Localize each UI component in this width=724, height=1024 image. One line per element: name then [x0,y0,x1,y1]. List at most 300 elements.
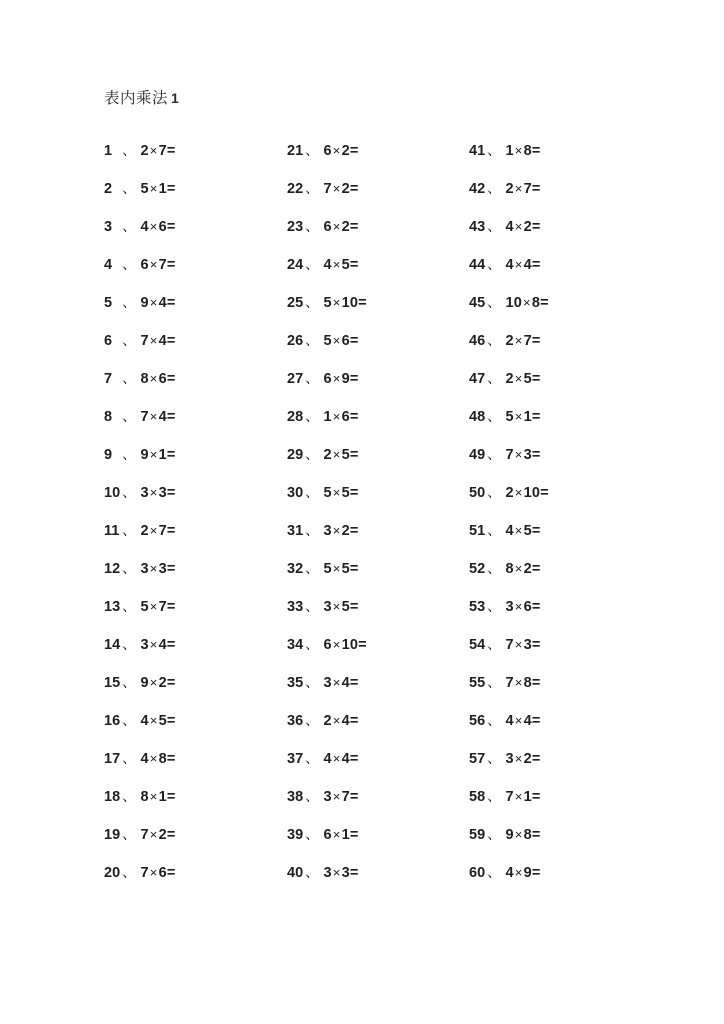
problem-separator: 、 [305,257,320,273]
operand-a: 1 [505,143,514,159]
operand-a: 4 [505,523,514,539]
equals-sign: = [531,143,541,159]
problem-separator: 、 [122,789,137,805]
operand-b: 6 [158,865,167,881]
operand-a: 7 [505,637,514,653]
problem-number: 21 [287,143,304,159]
problem-item [104,626,284,664]
equals-sign: = [349,561,359,577]
operand-a: 4 [505,713,514,729]
problem-expression [141,143,176,159]
operand-b: 2 [158,827,167,843]
operand-b: 2 [341,181,350,197]
problem-separator: 、 [122,485,137,501]
operand-b: 5 [341,485,350,501]
operand-b: 10 [341,637,359,653]
problem-item [104,778,284,816]
problem-number: 52 [469,561,486,577]
multiply-icon: × [514,180,523,196]
problem-separator: 、 [122,713,137,729]
operand-a: 3 [323,675,332,691]
operand-a: 3 [323,523,332,539]
problem-item [104,664,284,702]
problem-separator: 、 [305,485,320,501]
equals-sign: = [166,257,176,273]
equals-sign: = [166,827,176,843]
problem-item [287,588,467,626]
operand-b: 7 [158,257,167,273]
problem-item [104,170,284,208]
problem-separator: 、 [122,333,137,349]
equals-sign: = [531,333,541,349]
equals-sign: = [349,789,359,805]
problem-expression [506,599,541,615]
multiply-icon: × [514,142,523,158]
equals-sign: = [166,219,176,235]
problem-number: 42 [469,181,486,197]
problem-expression [506,257,541,273]
problem-expression [324,485,359,501]
problem-expression [506,333,541,349]
operand-a: 4 [140,751,149,767]
multiply-icon: × [514,332,523,348]
equals-sign: = [349,713,359,729]
operand-b: 3 [341,865,350,881]
multiply-icon: × [514,560,523,576]
problem-expression [506,561,541,577]
problem-item [104,132,284,170]
operand-a: 6 [323,143,332,159]
operand-b: 7 [523,333,532,349]
operand-b: 8 [523,675,532,691]
problem-number: 34 [287,637,304,653]
operand-a: 4 [323,751,332,767]
problem-number: 2 [104,181,113,197]
operand-b: 6 [341,333,350,349]
equals-sign: = [358,637,367,653]
problem-separator: 、 [487,713,502,729]
operand-b: 8 [523,143,532,159]
problem-number: 59 [469,827,486,843]
problem-item [469,778,649,816]
problem-item [469,550,649,588]
operand-b: 4 [158,295,167,311]
problem-separator: 、 [305,561,320,577]
problem-separator: 、 [305,675,320,691]
problem-separator: 、 [487,333,502,349]
problem-number: 46 [469,333,486,349]
problem-separator: 、 [122,751,137,767]
operand-a: 3 [323,789,332,805]
problem-item [469,702,649,740]
operand-a: 7 [140,409,149,425]
equals-sign: = [531,713,541,729]
problem-expression [506,181,541,197]
operand-a: 3 [140,561,149,577]
equals-sign: = [349,409,359,425]
problem-expression [324,675,359,691]
problem-item [469,284,649,322]
operand-b: 9 [523,865,532,881]
operand-a: 2 [323,713,332,729]
problem-expression [506,409,541,425]
equals-sign: = [531,447,541,463]
problem-number: 19 [104,827,121,843]
operand-b: 10 [523,485,541,501]
problem-expression [506,523,541,539]
problem-separator: 、 [305,713,320,729]
problem-number: 49 [469,447,486,463]
multiply-icon: × [332,560,341,576]
problem-expression [506,371,541,387]
multiply-icon: × [149,408,158,424]
problem-number: 16 [104,713,121,729]
operand-a: 6 [323,637,332,653]
problem-item [104,474,284,512]
problem-number: 14 [104,637,121,653]
problem-separator: 、 [305,295,320,311]
equals-sign: = [531,865,541,881]
problem-number: 25 [287,295,304,311]
problem-item [104,854,284,892]
operand-a: 2 [140,523,149,539]
problem-item [287,664,467,702]
problem-item [287,778,467,816]
operand-b: 6 [158,219,167,235]
problem-separator: 、 [487,447,502,463]
problem-number: 15 [104,675,121,691]
operand-a: 9 [505,827,514,843]
problem-separator: 、 [305,599,320,615]
problem-number: 33 [287,599,304,615]
problem-number: 57 [469,751,486,767]
operand-b: 2 [341,219,350,235]
problem-separator: 、 [305,371,320,387]
operand-b: 2 [523,561,532,577]
operand-b: 5 [341,599,350,615]
operand-a: 4 [323,257,332,273]
operand-a: 2 [505,333,514,349]
multiply-icon: × [332,256,341,272]
problem-number: 10 [104,485,121,501]
multiply-icon: × [332,408,341,424]
problem-number: 44 [469,257,486,273]
operand-b: 6 [158,371,167,387]
operand-a: 7 [140,827,149,843]
operand-b: 2 [523,219,532,235]
operand-a: 6 [140,257,149,273]
operand-a: 8 [140,371,149,387]
equals-sign: = [166,713,176,729]
operand-b: 4 [158,409,167,425]
operand-b: 4 [158,333,167,349]
operand-b: 10 [341,295,359,311]
equals-sign: = [349,865,359,881]
problem-number: 39 [287,827,304,843]
page-title-text: 表内乘法 [104,90,169,107]
problem-separator: 、 [305,637,320,653]
problem-number: 24 [287,257,304,273]
operand-a: 8 [140,789,149,805]
multiply-icon: × [332,218,341,234]
problem-expression [141,637,176,653]
multiply-icon: × [149,332,158,348]
equals-sign: = [349,143,359,159]
operand-a: 4 [505,865,514,881]
operand-a: 3 [323,599,332,615]
operand-a: 10 [505,295,523,311]
problem-number: 31 [287,523,304,539]
problem-expression [141,523,176,539]
problem-separator: 、 [305,143,320,159]
multiply-icon: × [332,674,341,690]
problem-expression [506,447,541,463]
operand-b: 3 [158,561,167,577]
problem-separator: 、 [305,789,320,805]
multiply-icon: × [149,446,158,462]
problem-expression [141,295,176,311]
problem-separator: 、 [487,295,502,311]
problem-item [469,664,649,702]
problem-item [287,740,467,778]
problem-separator: 、 [487,789,502,805]
problem-expression [141,485,176,501]
multiply-icon: × [332,484,341,500]
equals-sign: = [166,333,176,349]
problem-expression [324,751,359,767]
equals-sign: = [166,637,176,653]
multiply-icon: × [332,180,341,196]
operand-b: 7 [158,143,167,159]
equals-sign: = [166,751,176,767]
problem-number: 41 [469,143,486,159]
operand-a: 9 [140,447,149,463]
operand-a: 2 [323,447,332,463]
operand-a: 5 [140,599,149,615]
equals-sign: = [531,409,541,425]
problem-expression [141,447,176,463]
equals-sign: = [531,257,541,273]
problem-number: 17 [104,751,121,767]
problem-expression [506,637,541,653]
multiply-icon: × [149,370,158,386]
problem-expression [141,181,176,197]
problem-separator: 、 [122,371,137,387]
equals-sign: = [531,371,541,387]
problem-number: 6 [104,333,113,349]
multiply-icon: × [514,674,523,690]
operand-b: 2 [341,523,350,539]
problem-separator: 、 [305,409,320,425]
equals-sign: = [349,751,359,767]
multiply-icon: × [514,826,523,842]
operand-b: 4 [341,713,350,729]
multiply-icon: × [332,788,341,804]
problem-separator: 、 [122,409,137,425]
problem-item [469,474,649,512]
problem-number: 40 [287,865,304,881]
equals-sign: = [531,751,541,767]
problem-item [287,208,467,246]
problem-item [287,322,467,360]
equals-sign: = [349,485,359,501]
problem-number: 9 [104,447,113,463]
problem-item [469,626,649,664]
problem-separator: 、 [487,371,502,387]
equals-sign: = [531,675,541,691]
problem-expression [506,827,541,843]
multiply-icon: × [149,522,158,538]
problem-expression [324,219,359,235]
problem-number: 35 [287,675,304,691]
problem-number: 13 [104,599,121,615]
problem-number: 29 [287,447,304,463]
multiply-icon: × [332,294,341,310]
operand-b: 7 [158,599,167,615]
problem-separator: 、 [305,523,320,539]
problem-separator: 、 [122,827,137,843]
equals-sign: = [166,675,176,691]
operand-b: 3 [523,637,532,653]
operand-b: 1 [158,447,167,463]
problem-separator: 、 [122,599,137,615]
operand-a: 7 [323,181,332,197]
operand-a: 5 [140,181,149,197]
operand-b: 7 [523,181,532,197]
operand-a: 7 [140,333,149,349]
problem-item [287,436,467,474]
problem-item [469,322,649,360]
equals-sign: = [531,827,541,843]
multiply-icon: × [514,218,523,234]
operand-b: 8 [523,827,532,843]
problem-number: 28 [287,409,304,425]
operand-a: 3 [140,637,149,653]
multiply-icon: × [514,712,523,728]
operand-b: 7 [341,789,350,805]
operand-b: 3 [158,485,167,501]
problem-expression [506,485,549,501]
problem-item [104,512,284,550]
multiply-icon: × [332,446,341,462]
problem-expression [141,371,176,387]
equals-sign: = [531,523,541,539]
problem-item [287,398,467,436]
problem-separator: 、 [305,827,320,843]
operand-b: 1 [158,789,167,805]
multiply-icon: × [514,864,523,880]
problem-expression [324,599,359,615]
equals-sign: = [166,789,176,805]
multiply-icon: × [514,256,523,272]
equals-sign: = [531,219,541,235]
problem-expression [324,371,359,387]
problem-separator: 、 [305,865,320,881]
problem-number: 5 [104,295,113,311]
multiply-icon: × [514,408,523,424]
operand-a: 5 [505,409,514,425]
multiply-icon: × [149,674,158,690]
operand-b: 1 [158,181,167,197]
problem-number: 45 [469,295,486,311]
multiply-icon: × [332,712,341,728]
operand-a: 4 [505,219,514,235]
problem-item [287,284,467,322]
operand-a: 3 [140,485,149,501]
problem-separator: 、 [487,561,502,577]
problem-item [469,512,649,550]
operand-a: 8 [505,561,514,577]
problem-separator: 、 [305,219,320,235]
problem-separator: 、 [487,751,502,767]
problem-item [469,246,649,284]
problem-number: 23 [287,219,304,235]
multiply-icon: × [514,484,523,500]
multiply-icon: × [149,142,158,158]
operand-b: 4 [341,751,350,767]
equals-sign: = [531,599,541,615]
operand-a: 5 [323,333,332,349]
problem-expression [506,751,541,767]
problem-number: 7 [104,371,113,387]
problem-separator: 、 [487,181,502,197]
problem-separator: 、 [305,751,320,767]
equals-sign: = [531,789,541,805]
problem-expression [141,257,176,273]
problem-separator: 、 [487,257,502,273]
problem-item [104,398,284,436]
problem-number: 32 [287,561,304,577]
problem-item [104,550,284,588]
multiply-icon: × [149,864,158,880]
operand-a: 6 [323,371,332,387]
multiply-icon: × [149,218,158,234]
problem-expression [141,827,176,843]
problem-separator: 、 [487,827,502,843]
problem-item [104,322,284,360]
problem-column-2 [287,132,467,892]
multiply-icon: × [514,522,523,538]
problem-number: 55 [469,675,486,691]
problem-column-3 [469,132,649,892]
problem-expression [324,865,359,881]
equals-sign: = [349,219,359,235]
page-title-index: 1 [171,90,180,106]
problem-number: 43 [469,219,486,235]
multiply-icon: × [514,446,523,462]
problem-item [469,436,649,474]
problem-item [104,740,284,778]
multiply-icon: × [149,598,158,614]
problem-separator: 、 [122,447,137,463]
problem-item [287,246,467,284]
problem-item [469,398,649,436]
problem-expression [506,143,541,159]
problem-number: 36 [287,713,304,729]
problem-separator: 、 [305,333,320,349]
problem-expression [141,751,176,767]
problem-separator: 、 [122,675,137,691]
multiply-icon: × [514,598,523,614]
problem-item [104,588,284,626]
problem-item [104,436,284,474]
multiply-icon: × [514,788,523,804]
problem-number: 1 [104,143,113,159]
problem-number: 22 [287,181,304,197]
problem-item [104,816,284,854]
operand-b: 4 [341,675,350,691]
operand-a: 2 [505,485,514,501]
